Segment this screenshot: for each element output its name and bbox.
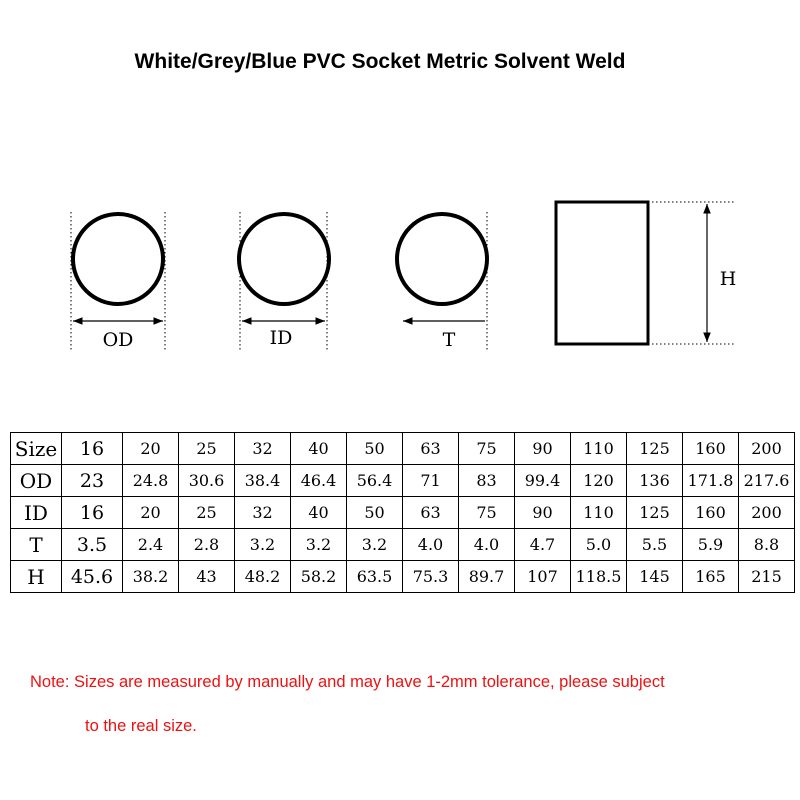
table-cell: 2.4 — [123, 529, 179, 561]
id-figure — [239, 212, 329, 352]
table-cell: 83 — [459, 465, 515, 497]
row-header: ID — [11, 497, 62, 529]
table-cell: 50 — [347, 497, 403, 529]
table-cell: 110 — [571, 497, 627, 529]
table-cell: 23 — [62, 465, 123, 497]
id-ring — [239, 214, 329, 304]
table-cell: 160 — [683, 433, 739, 465]
row-header: Size — [11, 433, 62, 465]
table-cell: 20 — [123, 497, 179, 529]
table-row — [11, 561, 795, 593]
table-cell: 107 — [515, 561, 571, 593]
table-cell: 45.6 — [62, 561, 123, 593]
table-cell: 40 — [291, 433, 347, 465]
table-cell: 63.5 — [347, 561, 403, 593]
table-cell: 215 — [739, 561, 795, 593]
table-cell: 38.4 — [235, 465, 291, 497]
table-cell: 200 — [739, 497, 795, 529]
table-cell: 16 — [62, 497, 123, 529]
table-cell: 63 — [403, 433, 459, 465]
table-row — [11, 529, 795, 561]
table-cell: 48.2 — [235, 561, 291, 593]
table-row — [11, 497, 795, 529]
table-cell: 3.2 — [347, 529, 403, 561]
table-cell: 20 — [123, 433, 179, 465]
table-cell: 3.2 — [235, 529, 291, 561]
table-cell: 5.9 — [683, 529, 739, 561]
table-cell: 125 — [627, 433, 683, 465]
table-cell: 50 — [347, 433, 403, 465]
t-label: T — [442, 329, 456, 351]
table-cell: 90 — [515, 433, 571, 465]
table-row — [11, 433, 795, 465]
h-figure — [556, 202, 736, 344]
table-cell: 4.0 — [403, 529, 459, 561]
t-ring — [397, 214, 487, 304]
row-header: OD — [11, 465, 62, 497]
table-cell: 75 — [459, 497, 515, 529]
table-cell: 2.8 — [179, 529, 235, 561]
note-line-1: Note: Sizes are measured by manually and may have 1-2mm tolerance, please subject — [30, 673, 665, 691]
table-cell: 25 — [179, 433, 235, 465]
table-cell: 8.8 — [739, 529, 795, 561]
table-cell: 46.4 — [291, 465, 347, 497]
spec-table — [10, 432, 795, 593]
table-cell: 99.4 — [515, 465, 571, 497]
table-cell: 120 — [571, 465, 627, 497]
table-cell: 63 — [403, 497, 459, 529]
table-cell: 56.4 — [347, 465, 403, 497]
table-cell: 4.0 — [459, 529, 515, 561]
table-cell: 90 — [515, 497, 571, 529]
h-label: H — [719, 268, 737, 290]
spec-table-body — [11, 433, 795, 593]
table-cell: 71 — [403, 465, 459, 497]
table-cell: 160 — [683, 497, 739, 529]
id-label: ID — [269, 327, 293, 349]
table-cell: 32 — [235, 433, 291, 465]
table-cell: 118.5 — [571, 561, 627, 593]
tolerance-note — [30, 660, 790, 748]
table-cell: 4.7 — [515, 529, 571, 561]
table-cell: 16 — [62, 433, 123, 465]
table-cell: 3.2 — [291, 529, 347, 561]
od-figure — [71, 212, 165, 352]
table-cell: 125 — [627, 497, 683, 529]
table-cell: 3.5 — [62, 529, 123, 561]
t-figure — [397, 212, 487, 352]
table-cell: 217.6 — [739, 465, 795, 497]
table-cell: 110 — [571, 433, 627, 465]
table-row — [11, 465, 795, 497]
table-cell: 24.8 — [123, 465, 179, 497]
table-cell: 75.3 — [403, 561, 459, 593]
table-cell: 58.2 — [291, 561, 347, 593]
od-label: OD — [102, 329, 134, 351]
table-cell: 5.0 — [571, 529, 627, 561]
page-title: White/Grey/Blue PVC Socket Metric Solvent Weld — [134, 50, 626, 73]
od-ring — [73, 214, 163, 304]
socket-side-view — [556, 202, 648, 344]
table-cell: 30.6 — [179, 465, 235, 497]
row-header: T — [11, 529, 62, 561]
table-cell: 40 — [291, 497, 347, 529]
table-cell: 25 — [179, 497, 235, 529]
row-header: H — [11, 561, 62, 593]
table-cell: 89.7 — [459, 561, 515, 593]
table-cell: 200 — [739, 433, 795, 465]
table-cell: 43 — [179, 561, 235, 593]
table-cell: 32 — [235, 497, 291, 529]
table-cell: 165 — [683, 561, 739, 593]
table-cell: 38.2 — [123, 561, 179, 593]
table-cell: 145 — [627, 561, 683, 593]
table-cell: 171.8 — [683, 465, 739, 497]
table-cell: 75 — [459, 433, 515, 465]
note-line-2: to the real size. — [85, 717, 197, 735]
table-cell: 136 — [627, 465, 683, 497]
table-cell: 5.5 — [627, 529, 683, 561]
